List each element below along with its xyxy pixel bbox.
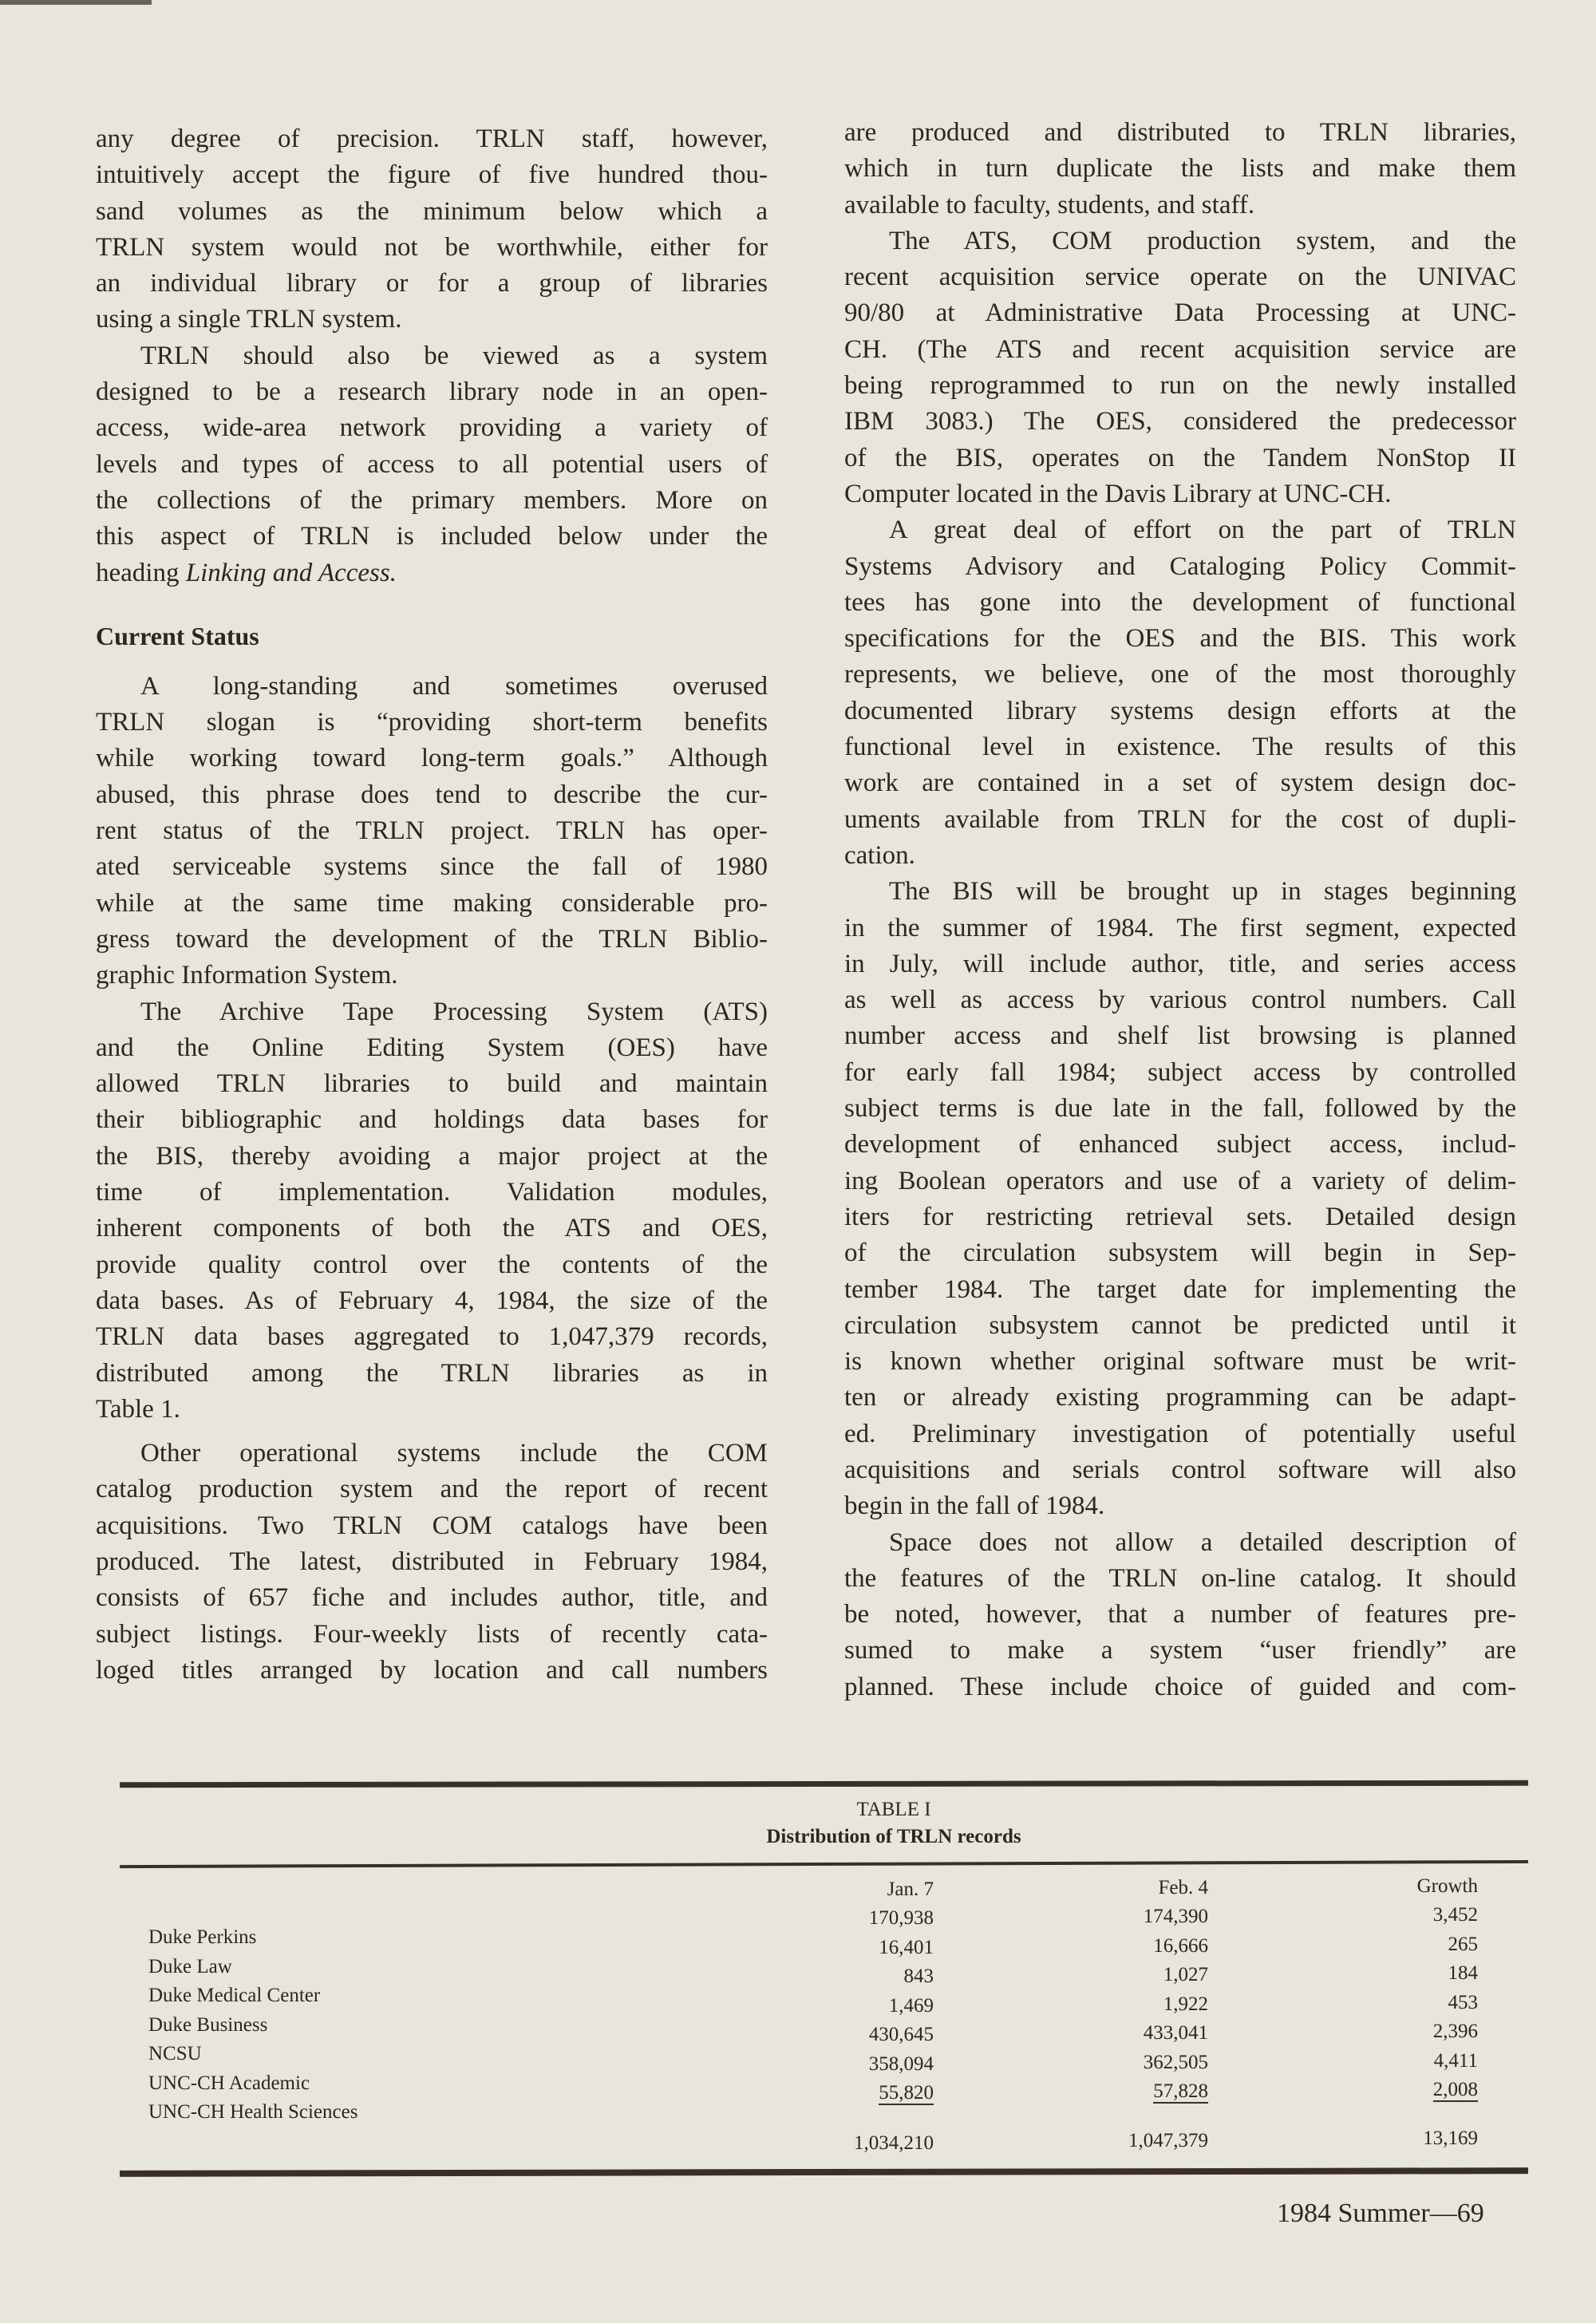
table-cell: [1286, 2079, 1478, 2101]
text-line: catalog production system and the report of recent: [96, 1475, 768, 1504]
text-line: inherent components of both the ATS and OES,: [96, 1214, 768, 1243]
text-line: produced. The latest, distributed in February 1984,: [96, 1547, 768, 1576]
table-top-rule: [120, 1780, 1528, 1788]
table-total: 1,034,210: [854, 2132, 934, 2154]
text-line: begin in the fall of 1984.: [844, 1491, 1105, 1521]
table-header-rule: [120, 1860, 1528, 1868]
text-line: development of enhanced subject access, includ-: [844, 1130, 1516, 1160]
text-line: uments available from TRLN for the cost of dupli-: [844, 804, 1516, 834]
paragraph: [96, 669, 768, 994]
text-line: access, wide-area network providing a variety of: [96, 413, 768, 443]
paragraph: [96, 1436, 768, 1689]
text-line: ing Boolean operators and use of a variety of delim-: [844, 1166, 1516, 1195]
text-line: as well as access by various control numbers. Call: [844, 986, 1516, 1015]
text-line: Other operational systems include the COM: [140, 1439, 768, 1468]
text-line: this aspect of TRLN is included below under the: [96, 522, 768, 551]
row-label: Duke Perkins: [148, 1926, 257, 1948]
text-line: in July, will include author, title, and series access: [844, 949, 1516, 978]
text-line: planned. These include choice of guided and com-: [844, 1672, 1516, 1701]
text-line: circulation subsystem cannot be predicted until it: [844, 1310, 1516, 1340]
table-cell: 184: [1448, 1962, 1478, 1984]
right-column: [844, 115, 1516, 1705]
text-line: levels and types of access to all potential users of: [96, 449, 768, 479]
text-line: while at the same time making considerable pro-: [96, 888, 768, 918]
text-line: The Archive Tape Processing System (ATS): [140, 997, 768, 1026]
text-line: A long-standing and sometimes overused: [140, 671, 768, 701]
text-line: documented library systems design efforts at the: [844, 696, 1516, 725]
text-line: ated serviceable systems since the fall of 1980: [96, 852, 768, 882]
text-line: is known whether original software must be writ-: [844, 1347, 1516, 1377]
table-cell: 1,469: [888, 1994, 934, 2017]
text-line: rent status of the TRLN project. TRLN has oper-: [96, 816, 768, 846]
text-line: designed to be a research library node in an open-: [96, 377, 768, 407]
text-line: of the BIS, operates on the Tandem NonStop II: [844, 443, 1516, 472]
text-line: provide quality control over the contents of the: [96, 1250, 768, 1279]
text-line: iters for restricting retrieval sets. Detailed design: [844, 1202, 1516, 1231]
text-line: time of implementation. Validation modules,: [96, 1178, 768, 1207]
column-header-jan7: Jan. 7: [887, 1879, 934, 1900]
text-line: subject terms is due late in the fall, followed by the: [844, 1094, 1516, 1124]
text-line: are produced and distributed to TRLN libraries,: [844, 118, 1516, 147]
text-line: consists of 657 fiche and includes author, title, and: [96, 1583, 768, 1613]
text-line: TRLN should also be viewed as a system: [140, 341, 768, 370]
text-line: The BIS will be brought up in stages beginning: [889, 877, 1516, 907]
table-distribution-of-trln-records: [120, 1781, 1528, 2180]
text-line: the features of the TRLN on-line catalog. It should: [844, 1563, 1516, 1593]
text-line: be noted, however, that a number of features pre-: [844, 1600, 1516, 1630]
text-line: an individual library or for a group of libraries: [96, 269, 768, 298]
text-line: subject listings. Four-weekly lists of recently cata-: [96, 1619, 768, 1649]
paragraph: [96, 121, 768, 338]
table-cell: [742, 2082, 934, 2104]
text-line: being reprogrammed to run on the newly installed: [844, 371, 1516, 401]
table-bottom-rule: [120, 2167, 1528, 2177]
table-cell: 362,505: [1143, 2051, 1208, 2073]
text-line: the collections of the primary members. More on: [96, 485, 768, 515]
table-cell: 358,094: [868, 2052, 934, 2075]
text-line: allowed TRLN libraries to build and maintain: [96, 1069, 768, 1099]
text-line: acquisitions and serials control software will also: [844, 1455, 1516, 1484]
text-line: TRLN data bases aggregated to 1,047,379 records,: [96, 1322, 768, 1352]
text-line: A great deal of effort on the part of TRLN: [889, 516, 1516, 545]
row-label: NCSU: [148, 2043, 202, 2064]
table-cell: 2,396: [1432, 2021, 1478, 2042]
text-line: tees has gone into the development of functional: [844, 587, 1516, 617]
text-line: 90/80 at Administrative Data Processing at UNC-: [844, 298, 1516, 328]
table-cell: [1017, 2080, 1208, 2103]
left-column: [96, 121, 768, 1689]
table-cell: 16,401: [879, 1936, 934, 1958]
page-footer: 1984 Summer—69: [1277, 2199, 1484, 2228]
text-line: of the circulation subsystem will begin in Sep-: [844, 1239, 1516, 1268]
text-line: their bibliographic and holdings data bases for: [96, 1105, 768, 1135]
text-line: sumed to make a system “user friendly” are: [844, 1636, 1516, 1665]
table-cell: 170,938: [868, 1907, 934, 1929]
text-line: Space does not allow a detailed description of: [889, 1527, 1516, 1557]
table-title: Distribution of TRLN records: [766, 1826, 1021, 1847]
table-cell: 3,452: [1432, 1904, 1478, 1926]
italic-text: Linking and Access.: [185, 558, 397, 587]
text-line: available to faculty, students, and staff.: [844, 190, 1255, 219]
text-line: loged titles arranged by location and call numbers: [96, 1655, 768, 1685]
table-cell: 1,027: [1163, 1964, 1208, 1985]
section-heading: Current Status: [96, 621, 259, 650]
table-total: 1,047,379: [1128, 2130, 1208, 2151]
table-cell: 453: [1448, 1991, 1478, 2013]
scan-edge-mark: [0, 0, 152, 5]
row-label: Duke Medical Center: [148, 1985, 321, 2006]
table-cell: 843: [903, 1965, 934, 1987]
text-line: while working toward long-term goals.” Although: [96, 744, 768, 773]
paragraph: [844, 223, 1516, 512]
text-line: gress toward the development of the TRLN Biblio-: [96, 924, 768, 954]
text-line: any degree of precision. TRLN staff, however,: [96, 124, 768, 153]
text-line: Computer located in the Davis Library at UNC-CH.: [844, 479, 1392, 508]
text-line: distributed among the TRLN libraries as in: [96, 1358, 768, 1388]
row-label: Duke Law: [148, 1955, 232, 1977]
table-cell: 265: [1448, 1933, 1478, 1955]
text-line: ed. Preliminary investigation of potentially useful: [844, 1419, 1516, 1448]
text-line: represents, we believe, one of the most thoroughly: [844, 660, 1516, 689]
row-label: UNC-CH Health Sciences: [148, 2101, 358, 2123]
text-line: using a single TRLN system.: [96, 305, 402, 334]
paragraph: [844, 1525, 1516, 1705]
column-header-feb4: Feb. 4: [1158, 1877, 1208, 1898]
table-cell: 433,041: [1143, 2022, 1208, 2044]
text-line: Table 1.: [96, 1394, 180, 1424]
text-line: abused, this phrase does tend to describe the cur-: [96, 780, 768, 809]
table-cell: 1,922: [1163, 1993, 1208, 2015]
row-label: UNC-CH Academic: [148, 2072, 310, 2094]
text-line: TRLN slogan is “providing short-term benefits: [96, 708, 768, 737]
text-line: TRLN system would not be worthwhile, either for: [96, 232, 768, 262]
text-line: data bases. As of February 4, 1984, the size of the: [96, 1286, 768, 1315]
text-line: CH. (The ATS and recent acquisition service are: [844, 334, 1516, 364]
table-label: TABLE I: [856, 1799, 931, 1820]
text-line: sand volumes as the minimum below which a: [96, 196, 768, 226]
text-line: for early fall 1984; subject access by controlled: [844, 1057, 1516, 1087]
text-line: graphic Information System.: [96, 961, 398, 990]
column-header-growth: Growth: [1416, 1875, 1478, 1897]
paragraph: [844, 115, 1516, 223]
text-line: work are contained in a set of system design doc-: [844, 768, 1516, 798]
text-line: acquisitions. Two TRLN COM catalogs have been: [96, 1511, 768, 1540]
text-line: [96, 555, 768, 591]
paragraph: [96, 994, 768, 1428]
text-line: IBM 3083.) The OES, considered the predecessor: [844, 407, 1516, 437]
table-cell: 4,411: [1433, 2049, 1478, 2072]
paragraph: [96, 338, 768, 591]
text-segment: heading: [96, 558, 186, 587]
text-line: recent acquisition service operate on the UNIVAC: [844, 263, 1516, 292]
text-line: cation.: [844, 840, 915, 870]
text-line: number access and shelf list browsing is planned: [844, 1021, 1516, 1051]
text-line: The ATS, COM production system, and the: [889, 226, 1516, 255]
text-line: and the Online Editing System (OES) have: [96, 1033, 768, 1062]
text-line: intuitively accept the figure of five hundred thou-: [96, 160, 768, 190]
text-line: specifications for the OES and the BIS. This work: [844, 624, 1516, 654]
text-line: ten or already existing programming can be adapt-: [844, 1383, 1516, 1412]
table-total: 13,169: [1423, 2127, 1478, 2149]
paragraph: [844, 512, 1516, 874]
text-line: in the summer of 1984. The first segment, expected: [844, 913, 1516, 942]
text-line: which in turn duplicate the lists and make them: [844, 154, 1516, 184]
text-line: tember 1984. The target date for implementing the: [844, 1274, 1516, 1304]
subtotal-underline: 57,828: [1153, 2080, 1208, 2102]
text-line: functional level in existence. The results of this: [844, 733, 1516, 762]
paragraph: [844, 874, 1516, 1524]
subtotal-underline: 2,008: [1432, 2079, 1478, 2100]
text-line: Systems Advisory and Cataloging Policy Commit-: [844, 551, 1516, 581]
table-cell: 430,645: [868, 2024, 934, 2045]
subtotal-underline: 55,820: [879, 2082, 934, 2104]
table-cell: 174,390: [1143, 1906, 1208, 1927]
table-cell: 16,666: [1153, 1934, 1208, 1957]
row-label: Duke Business: [148, 2013, 268, 2036]
text-line: the BIS, thereby avoiding a major project at the: [96, 1141, 768, 1171]
